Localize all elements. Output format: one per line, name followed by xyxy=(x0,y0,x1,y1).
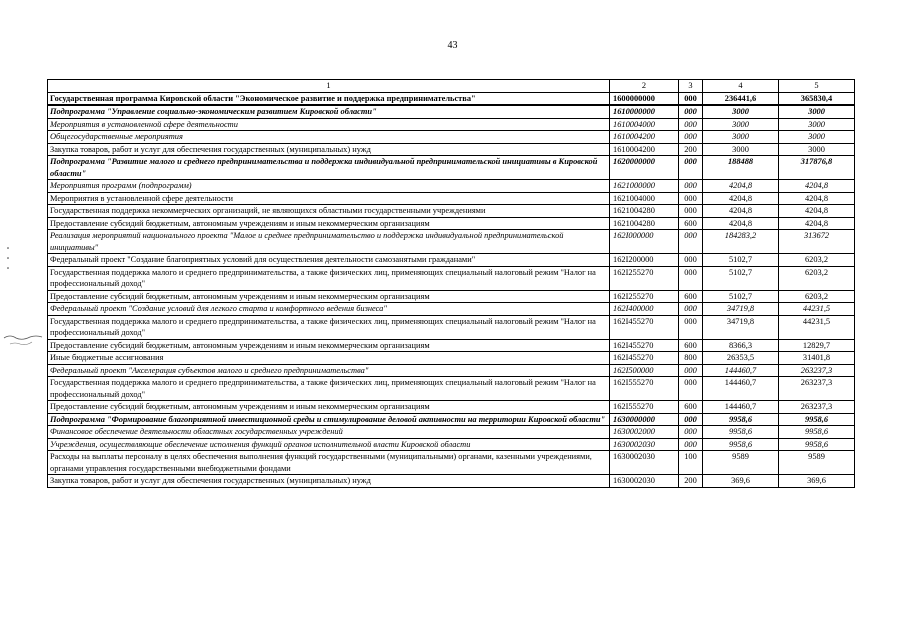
row-value-col5-cell: 6203,2 xyxy=(779,290,855,303)
row-vr-cell: 000 xyxy=(679,230,703,254)
row-vr-cell: 800 xyxy=(679,352,703,365)
row-value-col4-cell: 5102,7 xyxy=(703,266,779,290)
table-row xyxy=(48,131,855,144)
row-name-cell: Федеральный проект "Создание благоприятных условий для осуществления деятельности самозанятыми гражданами" xyxy=(48,254,610,267)
table-row xyxy=(48,377,855,401)
row-code-cell: 162I000000 xyxy=(610,230,679,254)
header-col-4: 4 xyxy=(703,80,779,93)
row-value-col5-cell: 31401,8 xyxy=(779,352,855,365)
row-value-col4-cell: 4204,8 xyxy=(703,192,779,205)
row-name-cell: Государственная программа Кировской области "Экономическое развитие и поддержка предпринимательства" xyxy=(48,92,610,105)
row-value-col5-cell: 263237,3 xyxy=(779,401,855,414)
table-row xyxy=(48,438,855,451)
row-value-col4-cell: 9958,6 xyxy=(703,413,779,426)
margin-punch-marks xyxy=(2,240,44,360)
table-row xyxy=(48,217,855,230)
row-code-cell: 162I255270 xyxy=(610,266,679,290)
row-vr-cell: 100 xyxy=(679,451,703,475)
header-col-1: 1 xyxy=(48,80,610,93)
row-vr-cell: 000 xyxy=(679,315,703,339)
table-row xyxy=(48,118,855,131)
table-row xyxy=(48,266,855,290)
row-vr-cell: 600 xyxy=(679,401,703,414)
row-vr-cell: 000 xyxy=(679,254,703,267)
row-value-col4-cell: 4204,8 xyxy=(703,180,779,193)
row-code-cell: 162I200000 xyxy=(610,254,679,267)
table-row xyxy=(48,451,855,475)
table-row xyxy=(48,475,855,488)
row-value-col4-cell: 4204,8 xyxy=(703,217,779,230)
row-value-col4-cell: 26353,5 xyxy=(703,352,779,365)
row-name-cell: Федеральный проект "Создание условий для легкого старта и комфортного ведения бизнеса" xyxy=(48,303,610,316)
row-value-col4-cell: 9958,6 xyxy=(703,426,779,439)
row-vr-cell: 000 xyxy=(679,413,703,426)
row-code-cell: 1621004000 xyxy=(610,192,679,205)
row-code-cell: 1621004280 xyxy=(610,205,679,218)
row-value-col4-cell: 144460,7 xyxy=(703,401,779,414)
row-value-col4-cell: 184283,2 xyxy=(703,230,779,254)
row-name-cell: Учреждения, осуществляющие обеспечение исполнения функций органов исполнительной власти Кировской области xyxy=(48,438,610,451)
row-name-cell: Мероприятия в установленной сфере деятельности xyxy=(48,192,610,205)
row-vr-cell: 000 xyxy=(679,205,703,218)
row-vr-cell: 000 xyxy=(679,377,703,401)
row-value-col4-cell: 9589 xyxy=(703,451,779,475)
row-name-cell: Государственная поддержка некоммерческих организаций, не являющихся областными государственными учреждениями xyxy=(48,205,610,218)
row-code-cell: 1630002030 xyxy=(610,438,679,451)
row-value-col5-cell: 4204,8 xyxy=(779,205,855,218)
row-name-cell: Предоставление субсидий бюджетным, автономным учреждениям и иным некоммерческим организациям xyxy=(48,401,610,414)
row-value-col5-cell: 9589 xyxy=(779,451,855,475)
row-value-col5-cell: 263237,3 xyxy=(779,377,855,401)
row-name-cell: Мероприятия в установленной сфере деятельности xyxy=(48,118,610,131)
row-name-cell: Подпрограмма "Управление социально-экономическим развитием Кировской области" xyxy=(48,105,610,118)
row-value-col4-cell: 3000 xyxy=(703,105,779,118)
row-value-col4-cell: 5102,7 xyxy=(703,254,779,267)
row-name-cell: Реализация мероприятий национального проекта "Малое и среднее предпринимательство и поддержка индивидуальной предпринимательской инициативы" xyxy=(48,230,610,254)
row-vr-cell: 000 xyxy=(679,92,703,105)
row-name-cell: Иные бюджетные ассигнования xyxy=(48,352,610,365)
row-value-col5-cell: 4204,8 xyxy=(779,192,855,205)
row-code-cell: 162I400000 xyxy=(610,303,679,316)
page-number: 43 xyxy=(447,40,458,51)
table-row xyxy=(48,254,855,267)
row-vr-cell: 000 xyxy=(679,438,703,451)
row-code-cell: 162I555270 xyxy=(610,377,679,401)
row-vr-cell: 000 xyxy=(679,426,703,439)
row-value-col4-cell: 34719,8 xyxy=(703,303,779,316)
row-value-col4-cell: 188488 xyxy=(703,156,779,180)
row-name-cell: Государственная поддержка малого и среднего предпринимательства, а также физических лиц, применяющих специальный налоговый режим "Налог на профессиональный доход" xyxy=(48,266,610,290)
table-row xyxy=(48,339,855,352)
table-row xyxy=(48,180,855,193)
row-code-cell: 162I455270 xyxy=(610,315,679,339)
row-vr-cell: 600 xyxy=(679,339,703,352)
table-row xyxy=(48,105,855,118)
row-vr-cell: 000 xyxy=(679,118,703,131)
row-name-cell: Предоставление субсидий бюджетным, автономным учреждениям и иным некоммерческим организациям xyxy=(48,339,610,352)
header-col-2: 2 xyxy=(610,80,679,93)
row-name-cell: Подпрограмма "Развитие малого и среднего предпринимательства и поддержка индивидуальной предпринимательской инициативы в Кировской области" xyxy=(48,156,610,180)
table-header-row xyxy=(48,80,855,93)
table-row xyxy=(48,315,855,339)
row-value-col5-cell: 9958,6 xyxy=(779,413,855,426)
row-code-cell: 1630002030 xyxy=(610,451,679,475)
row-code-cell: 1610004000 xyxy=(610,118,679,131)
row-vr-cell: 000 xyxy=(679,131,703,144)
row-value-col5-cell: 3000 xyxy=(779,105,855,118)
row-value-col5-cell: 3000 xyxy=(779,143,855,156)
row-value-col5-cell: 365830,4 xyxy=(779,92,855,105)
row-value-col4-cell: 5102,7 xyxy=(703,290,779,303)
row-vr-cell: 600 xyxy=(679,290,703,303)
table-row xyxy=(48,143,855,156)
row-vr-cell: 200 xyxy=(679,143,703,156)
row-value-col5-cell: 317876,8 xyxy=(779,156,855,180)
row-value-col5-cell: 4204,8 xyxy=(779,180,855,193)
row-value-col4-cell: 3000 xyxy=(703,143,779,156)
row-value-col5-cell: 6203,2 xyxy=(779,254,855,267)
table-row xyxy=(48,401,855,414)
table-row xyxy=(48,364,855,377)
table-row xyxy=(48,303,855,316)
row-code-cell: 1610004200 xyxy=(610,143,679,156)
row-value-col5-cell: 313672 xyxy=(779,230,855,254)
row-vr-cell: 200 xyxy=(679,475,703,488)
row-code-cell: 162I255270 xyxy=(610,290,679,303)
row-name-cell: Предоставление субсидий бюджетным, автономным учреждениям и иным некоммерческим организациям xyxy=(48,217,610,230)
row-vr-cell: 000 xyxy=(679,105,703,118)
row-code-cell: 1621004280 xyxy=(610,217,679,230)
row-vr-cell: 000 xyxy=(679,180,703,193)
row-value-col5-cell: 4204,8 xyxy=(779,217,855,230)
row-name-cell: Расходы на выплаты персоналу в целях обеспечения выполнения функций государственными (муниципальными) органами, казенными учреждениями, органами управления государственными внебюджетными фондами xyxy=(48,451,610,475)
row-value-col4-cell: 34719,8 xyxy=(703,315,779,339)
row-value-col4-cell: 3000 xyxy=(703,131,779,144)
row-code-cell: 1610004200 xyxy=(610,131,679,144)
table-row xyxy=(48,352,855,365)
row-value-col5-cell: 44231,5 xyxy=(779,315,855,339)
row-code-cell: 162I455270 xyxy=(610,352,679,365)
row-code-cell: 1630002000 xyxy=(610,426,679,439)
row-value-col5-cell: 3000 xyxy=(779,118,855,131)
budget-table xyxy=(47,79,855,488)
row-value-col4-cell: 144460,7 xyxy=(703,377,779,401)
row-value-col4-cell: 369,6 xyxy=(703,475,779,488)
header-col-5: 5 xyxy=(779,80,855,93)
row-value-col5-cell: 369,6 xyxy=(779,475,855,488)
row-vr-cell: 600 xyxy=(679,217,703,230)
row-code-cell: 1621000000 xyxy=(610,180,679,193)
row-value-col4-cell: 4204,8 xyxy=(703,205,779,218)
row-value-col5-cell: 3000 xyxy=(779,131,855,144)
row-vr-cell: 000 xyxy=(679,303,703,316)
row-value-col5-cell: 263237,3 xyxy=(779,364,855,377)
table-row xyxy=(48,205,855,218)
row-name-cell: Закупка товаров, работ и услуг для обеспечения государственных (муниципальных) нужд xyxy=(48,143,610,156)
row-value-col4-cell: 236441,6 xyxy=(703,92,779,105)
table-row xyxy=(48,230,855,254)
table-body xyxy=(48,92,855,487)
row-vr-cell: 000 xyxy=(679,156,703,180)
row-value-col5-cell: 6203,2 xyxy=(779,266,855,290)
row-value-col4-cell: 9958,6 xyxy=(703,438,779,451)
row-value-col4-cell: 3000 xyxy=(703,118,779,131)
row-name-cell: Государственная поддержка малого и среднего предпринимательства, а также физических лиц, применяющих специальный налоговый режим "Налог на профессиональный доход" xyxy=(48,315,610,339)
table-row xyxy=(48,426,855,439)
row-name-cell: Закупка товаров, работ и услуг для обеспечения государственных (муниципальных) нужд xyxy=(48,475,610,488)
row-name-cell: Финансовое обеспечение деятельности областных государственных учреждений xyxy=(48,426,610,439)
row-code-cell: 162I455270 xyxy=(610,339,679,352)
table-row xyxy=(48,290,855,303)
row-value-col4-cell: 144460,7 xyxy=(703,364,779,377)
row-code-cell: 162I500000 xyxy=(610,364,679,377)
row-name-cell: Предоставление субсидий бюджетным, автономным учреждениям и иным некоммерческим организациям xyxy=(48,290,610,303)
header-col-3: 3 xyxy=(679,80,703,93)
row-name-cell: Государственная поддержка малого и среднего предпринимательства, а также физических лиц, применяющих специальный налоговый режим "Налог на профессиональный доход" xyxy=(48,377,610,401)
table-row xyxy=(48,413,855,426)
row-vr-cell: 000 xyxy=(679,266,703,290)
row-code-cell: 1630000000 xyxy=(610,413,679,426)
row-code-cell: 1610000000 xyxy=(610,105,679,118)
row-name-cell: Федеральный проект "Акселерация субъектов малого и среднего предпринимательства" xyxy=(48,364,610,377)
row-name-cell: Общегосударственные мероприятия xyxy=(48,131,610,144)
table-row xyxy=(48,156,855,180)
row-code-cell: 1600000000 xyxy=(610,92,679,105)
row-value-col5-cell: 9958,6 xyxy=(779,426,855,439)
row-name-cell: Подпрограмма "Формирование благоприятной инвестиционной среды и стимулирование деловой активности на территории Кировской области" xyxy=(48,413,610,426)
row-name-cell: Мероприятия программ (подпрограмм) xyxy=(48,180,610,193)
row-value-col4-cell: 8366,3 xyxy=(703,339,779,352)
row-vr-cell: 000 xyxy=(679,192,703,205)
row-vr-cell: 000 xyxy=(679,364,703,377)
row-code-cell: 1630002030 xyxy=(610,475,679,488)
row-value-col5-cell: 44231,5 xyxy=(779,303,855,316)
row-code-cell: 162I555270 xyxy=(610,401,679,414)
table-row xyxy=(48,192,855,205)
table-row xyxy=(48,92,855,105)
row-value-col5-cell: 12829,7 xyxy=(779,339,855,352)
row-code-cell: 1620000000 xyxy=(610,156,679,180)
row-value-col5-cell: 9958,6 xyxy=(779,438,855,451)
